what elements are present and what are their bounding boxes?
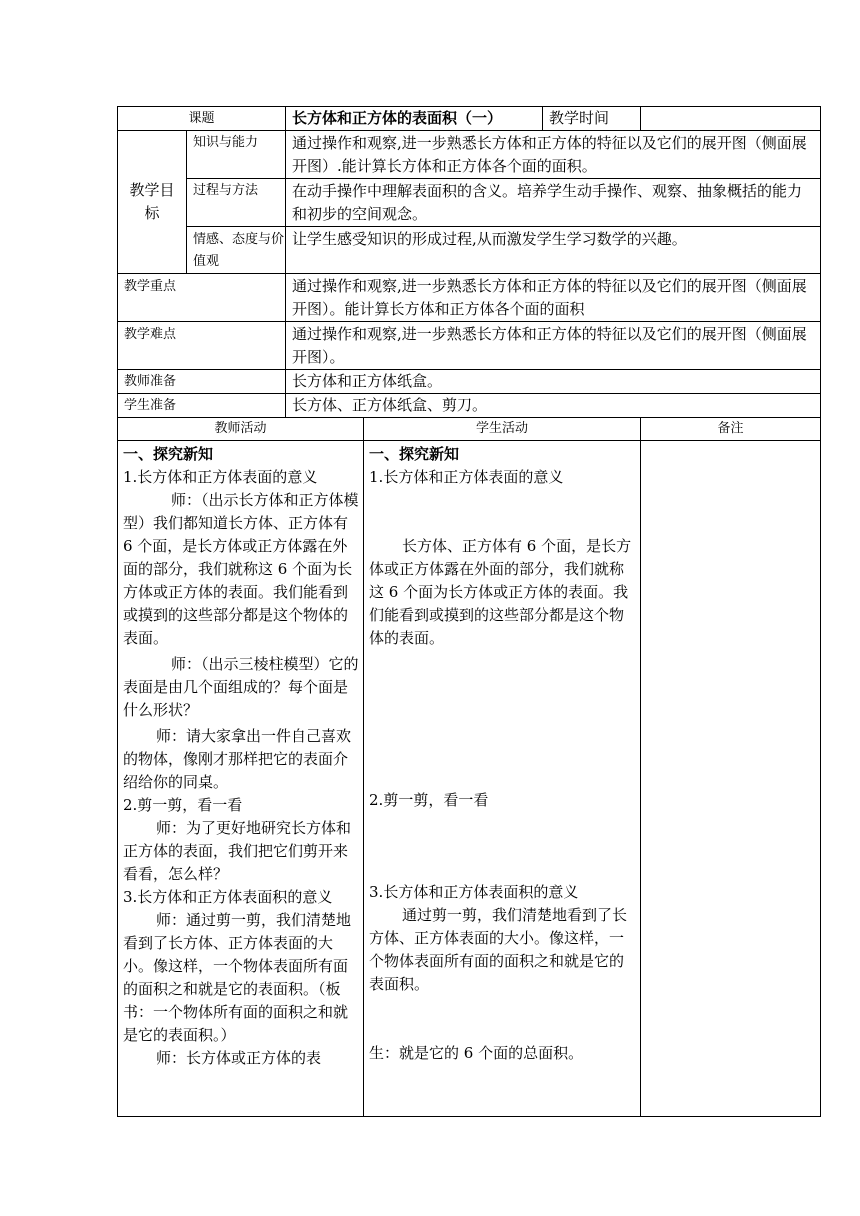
- key-point-text: 通过操作和观察,进一步熟悉长方体和正方体的特征以及它们的展开图（侧面展开图）。能计算长方体和正方体各个面的面积: [286, 274, 821, 322]
- student-paragraph-3: 生：就是它的 6 个面的总面积。: [369, 1044, 584, 1062]
- student-heading: 一、探究新知: [369, 445, 460, 463]
- notes-header: 备注: [641, 418, 821, 441]
- time-value: [641, 107, 821, 131]
- lesson-plan-table: [117, 106, 821, 1117]
- student-prep-label: 学生准备: [118, 394, 286, 418]
- student-prep-text: 长方体、正方体纸盒、剪刀。: [286, 394, 821, 418]
- key-point-label: 教学重点: [118, 274, 286, 322]
- objective-text-knowledge: 通过操作和观察,进一步熟悉长方体和正方体的特征以及它们的展开图（侧面展开图）.能计算长方体和正方体各个面的面积。: [286, 131, 821, 179]
- teacher-section-2-title: 2.剪一剪，看一看: [123, 796, 243, 814]
- teacher-paragraph-2: 师：（出示三棱柱模型）它的表面是由几个面组成的？每个面是什么形状？: [123, 655, 359, 719]
- student-section-1-title: 1.长方体和正方体表面的意义: [369, 468, 564, 486]
- time-label: 教学时间: [543, 107, 641, 131]
- student-paragraph-2: 通过剪一剪，我们清楚地看到了长方体、正方体表面的大小。像这样，一个物体表面所有面的面积之和就是它的表面积。: [369, 906, 628, 993]
- teacher-activity-header: 教师活动: [118, 418, 364, 441]
- objective-text-process: 在动手操作中理解表面积的含义。培养学生动手操作、观察、抽象概括的能力和初步的空间观念。: [286, 179, 821, 227]
- teacher-paragraph-4: 师：为了更好地研究长方体和正方体的表面，我们把它们剪开来看看，怎么样？: [123, 819, 352, 883]
- teacher-paragraph-3: 师：请大家拿出一件自己喜欢的物体，像刚才那样把它的表面介绍给你的同桌。: [123, 727, 352, 791]
- topic-value: 长方体和正方体的表面积（一）: [286, 107, 543, 131]
- student-paragraph-1: 长方体、正方体有 6 个面，是长方体或正方体露在外面的部分，我们就称这 6 个面为长方体或正方体的表面。我们能看到或摸到的这些部分都是这个物体的表面。: [369, 537, 632, 647]
- objectives-label: 教学目标: [118, 131, 187, 274]
- teacher-prep-text: 长方体和正方体纸盒。: [286, 370, 821, 394]
- teacher-prep-label: 教师准备: [118, 370, 286, 394]
- teacher-paragraph-6: 师：长方体或正方体的表: [156, 1049, 322, 1067]
- topic-label: 课题: [118, 107, 286, 131]
- student-section-3-title: 3.长方体和正方体表面积的意义: [369, 883, 579, 901]
- difficulty-label: 教学难点: [118, 322, 286, 370]
- teacher-activity-cell: [118, 441, 364, 1117]
- notes-cell: [641, 441, 821, 1117]
- student-section-2-title: 2.剪一剪，看一看: [369, 791, 489, 809]
- student-activity-cell: [364, 441, 641, 1117]
- student-activity-header: 学生活动: [364, 418, 641, 441]
- teacher-paragraph-1: 师：（出示长方体和正方体模型）我们都知道长方体、正方体有 6 个面，是长方体或正方体露在外面的部分，我们就称这 6 个面为长方体或正方体的表面。我们能看到或摸到的这些部分都是这个物体的表面。: [123, 491, 359, 647]
- teacher-section-3-title: 3.长方体和正方体表面积的意义: [123, 888, 333, 906]
- objective-label-attitude: 情感、态度与价值观: [187, 227, 286, 274]
- objective-label-process: 过程与方法: [187, 179, 286, 227]
- teacher-heading: 一、探究新知: [123, 445, 214, 463]
- objective-label-knowledge: 知识与能力: [187, 131, 286, 179]
- difficulty-text: 通过操作和观察,进一步熟悉长方体和正方体的特征以及它们的展开图（侧面展开图）。: [286, 322, 821, 370]
- objective-text-attitude: 让学生感受知识的形成过程,从而激发学生学习数学的兴趣。: [286, 227, 821, 274]
- teacher-section-1-title: 1.长方体和正方体表面的意义: [123, 468, 318, 486]
- teacher-paragraph-5: 师：通过剪一剪，我们清楚地看到了长方体、正方体表面的大小。像这样，一个物体表面所有面的面积之和就是它的表面积。（板书：一个物体所有面的面积之和就是它的表面积。）: [123, 911, 352, 1044]
